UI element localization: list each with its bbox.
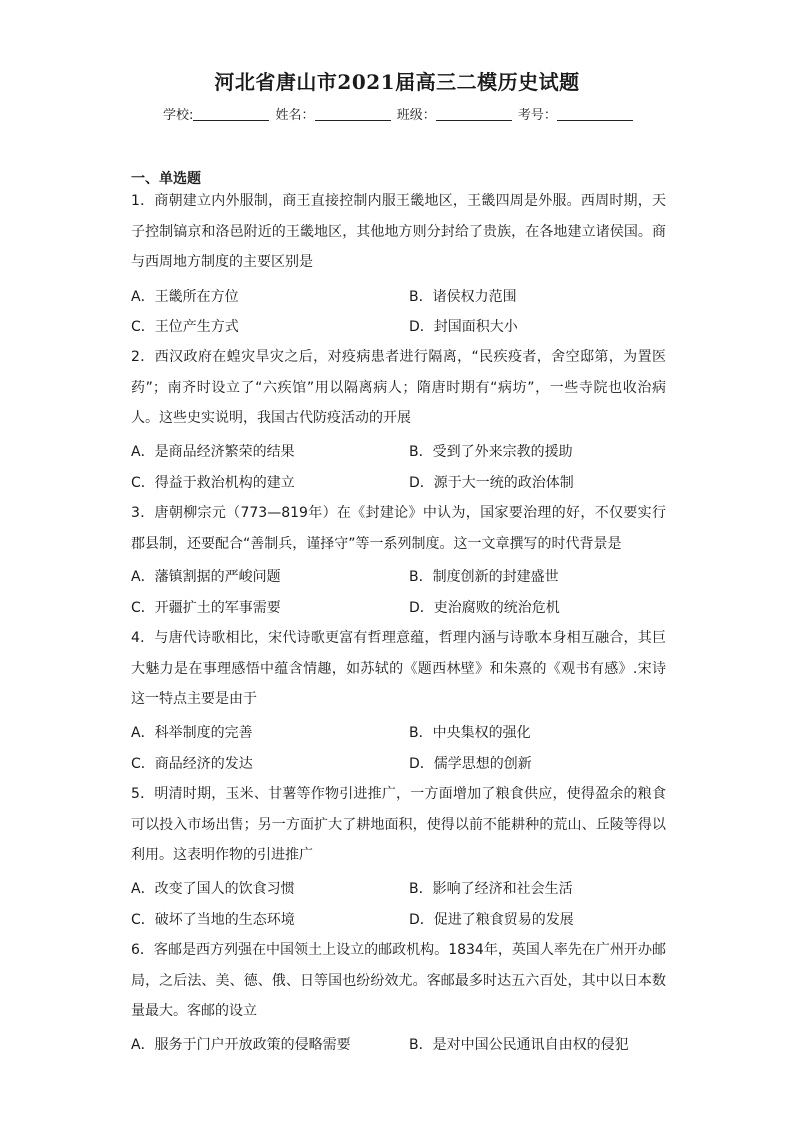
question-3-option-b[interactable]: B．制度创新的封建盛世 (409, 569, 559, 585)
exam-number-blank[interactable] (557, 108, 633, 121)
page-title: 河北省唐山市2021届高三二模历史试题 (214, 70, 580, 94)
question-5-option-c[interactable]: C．破坏了当地的生态环境 (131, 912, 295, 928)
question-6-option-a[interactable]: A．服务于门户开放政策的侵略需要 (131, 1037, 351, 1053)
question-2-option-c[interactable]: C．得益于救治机构的建立 (131, 475, 295, 491)
section-heading: 一、单选题 (131, 171, 201, 187)
question-3-option-d[interactable]: D．吏治腐败的统治危机 (409, 600, 560, 616)
name-blank[interactable] (315, 108, 391, 121)
school-label: 学校: (163, 108, 194, 123)
question-3-option-c[interactable]: C．开疆扩土的军事需要 (131, 600, 281, 616)
question-2-option-a[interactable]: A．是商品经济繁荣的结果 (131, 444, 295, 460)
name-label: 姓名： (275, 108, 315, 123)
question-4-option-d[interactable]: D．儒学思想的创新 (409, 756, 532, 772)
question-2-option-b[interactable]: B．受到了外来宗教的援助 (409, 444, 573, 460)
question-2-stem: 2．西汉政府在蝗灾旱灾之后，对疫病患者进行隔离，“民疾疫者，舍空邸第，为置医药”；南齐时设立了“六疾馆”用以隔离病人；隋唐时期有“病坊”，一些寺院也收治病人。这些史实说明，我国古代防疫活动的开展 (131, 349, 666, 426)
question-6-stem: 6．客邮是西方列强在中国领土上设立的邮政机构。1834年，英国人率先在广州开办邮局，之后法、美、德、俄、日等国也纷纷效尤。客邮最多时达五六百处，其中以日本数量最大。客邮的设立 (131, 942, 666, 1019)
question-5-stem: 5．明清时期，玉米、甘薯等作物引进推广，一方面增加了粮食供应，使得盈余的粮食可以投入市场出售；另一方面扩大了耕地面积，使得以前不能耕种的荒山、丘陵等得以利用。这表明作物的引进推广 (131, 786, 666, 863)
school-blank[interactable] (193, 108, 269, 121)
question-5-option-a[interactable]: A．改变了国人的饮食习惯 (131, 881, 295, 897)
question-4-option-c[interactable]: C．商品经济的发达 (131, 756, 253, 772)
question-1-option-c[interactable]: C．王位产生方式 (131, 319, 239, 335)
question-3-option-a[interactable]: A．藩镇割据的严峻问题 (131, 569, 281, 585)
exam-number-label: 考号： (517, 108, 557, 123)
question-5-option-d[interactable]: D．促进了粮食贸易的发展 (409, 912, 574, 928)
question-4-option-b[interactable]: B．中央集权的强化 (409, 725, 531, 741)
class-blank[interactable] (436, 108, 512, 121)
class-label: 班级： (396, 108, 436, 123)
question-1-option-d[interactable]: D．封国面积大小 (409, 319, 518, 335)
question-4-option-a[interactable]: A．科举制度的完善 (131, 725, 253, 741)
student-info-line (163, 104, 635, 123)
question-5-option-b[interactable]: B．影响了经济和社会生活 (409, 881, 573, 897)
question-6-option-b[interactable]: B．是对中国公民通讯自由权的侵犯 (409, 1037, 629, 1053)
question-1-option-a[interactable]: A．王畿所在方位 (131, 289, 239, 305)
question-1-stem: 1．商朝建立内外服制，商王直接控制内服王畿地区，王畿四周是外服。西周时期，天子控制镐京和洛邑附近的王畿地区，其他地方则分封给了贵族，在各地建立诸侯国。商与西周地方制度的主要区别是 (131, 193, 666, 270)
question-4-stem: 4．与唐代诗歌相比，宋代诗歌更富有哲理意蕴，哲理内涵与诗歌本身相互融合，其巨大魅力是在事理感悟中蕴含情趣，如苏轼的《题西林壁》和朱熹的《观书有感》.宋诗这一特点主要是由于 (131, 630, 666, 707)
question-1-option-b[interactable]: B．诸侯权力范围 (409, 289, 517, 305)
question-2-option-d[interactable]: D．源于大一统的政治体制 (409, 475, 574, 491)
question-3-stem: 3．唐朝柳宗元（773—819年）在《封建论》中认为，国家要治理的好，不仅要实行郡县制，还要配合“善制兵，谨择守”等一系列制度。这一文章撰写的时代背景是 (131, 505, 666, 552)
